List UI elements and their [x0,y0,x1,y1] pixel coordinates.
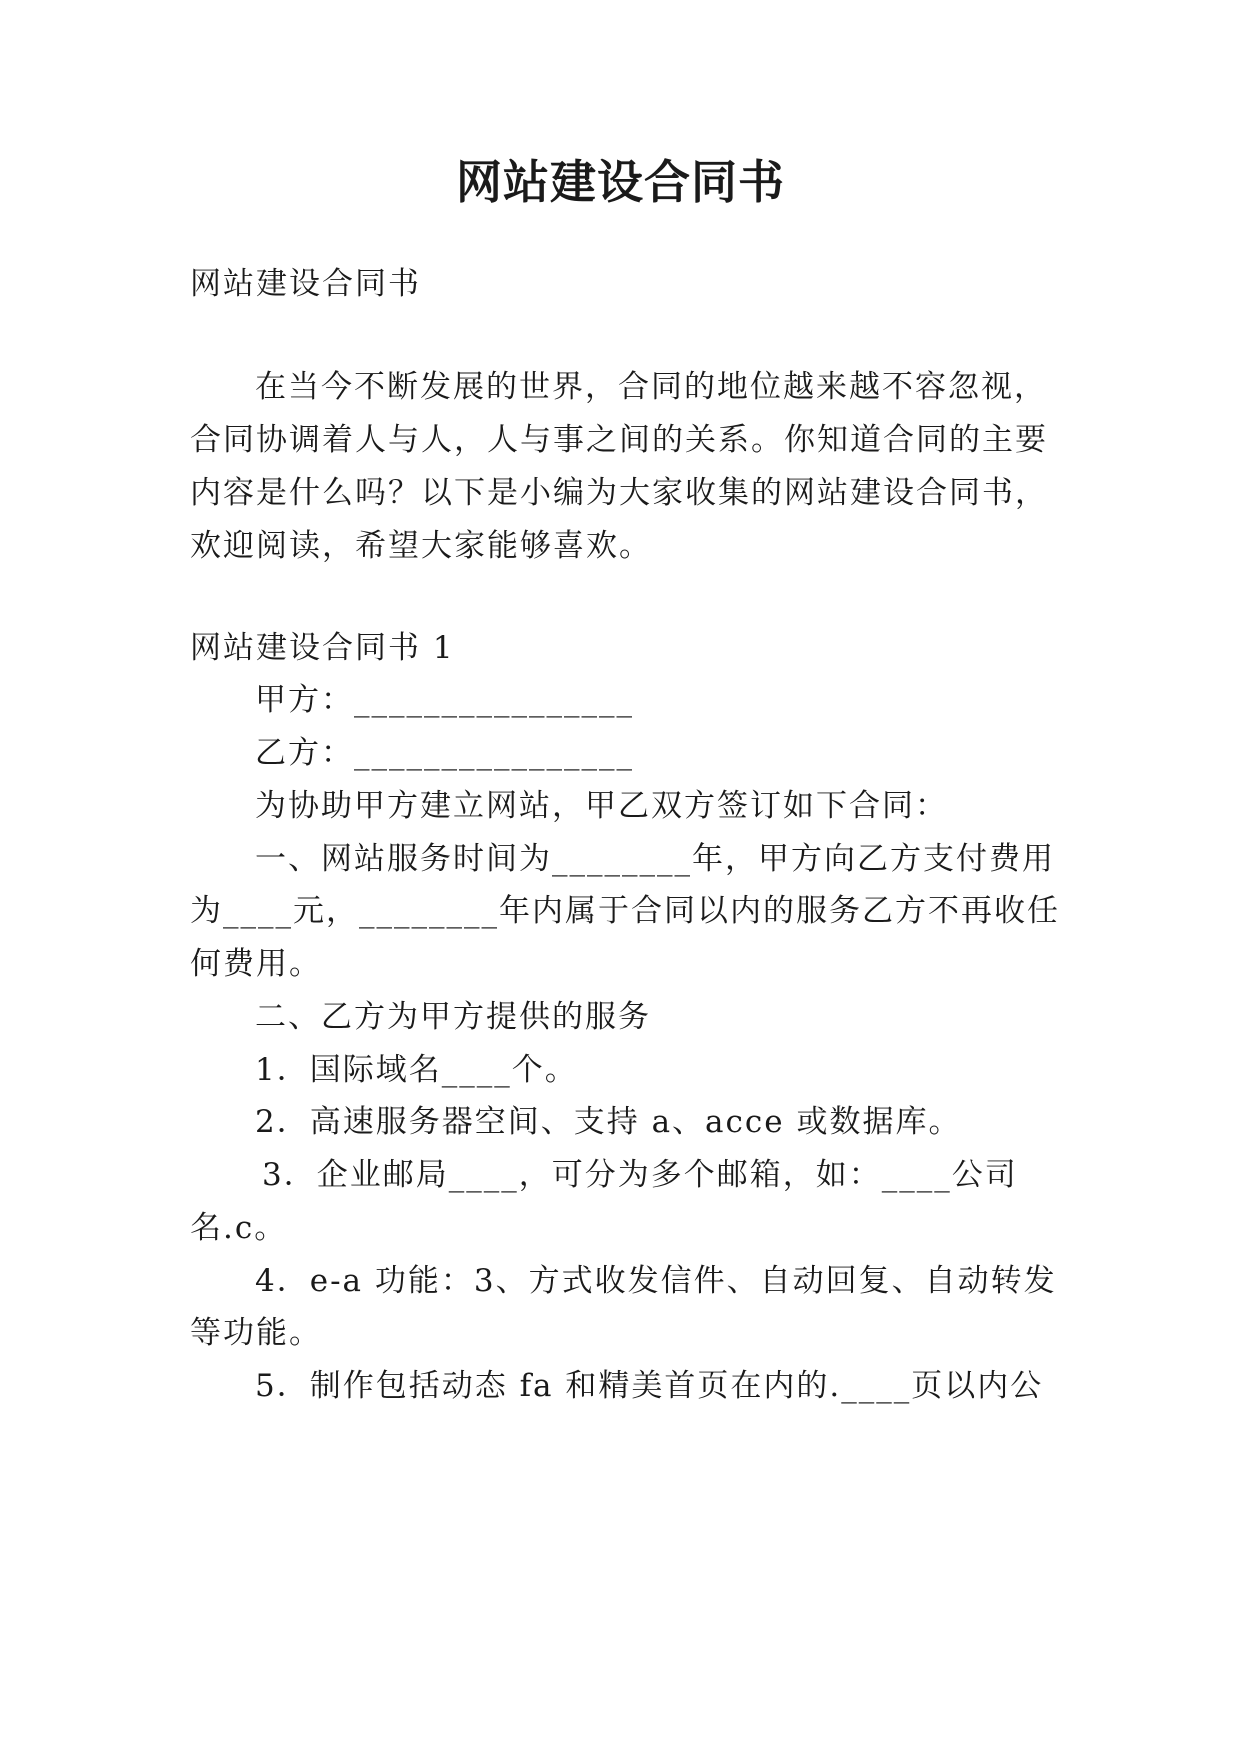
item1-line: 1．国际域名____个。 [255,1052,578,1088]
intro-line-1: 在当今不断发展的世界，合同的地位越来越不容忽视， [255,369,1047,405]
section-heading: 网站建设合同书 1 [190,630,455,666]
item2-line: 2．高速服务器空间、支持 a、acce 或数据库。 [255,1104,962,1140]
intro-line-4: 欢迎阅读，希望大家能够喜欢。 [190,528,652,564]
preamble-line: 为协助甲方建立网站，甲乙双方签订如下合同： [255,788,948,824]
item4-line-1: 4．e-a 功能：3、方式收发信件、自动回复、自动转发 [255,1263,1057,1299]
document-subtitle: 网站建设合同书 [190,266,421,302]
party-b-line: 乙方：________________ [255,735,634,771]
item5-line: 5．制作包括动态 fa 和精美首页在内的.____页以内公 [255,1368,1044,1404]
intro-line-2: 合同协调着人与人，人与事之间的关系。你知道合同的主要 [190,422,1048,458]
item3-line-1: 3．企业邮局____，可分为多个邮箱，如：____公司 [262,1157,1018,1193]
intro-line-3: 内容是什么吗？以下是小编为大家收集的网站建设合同书， [190,475,1048,511]
item4-line-2: 等功能。 [190,1315,322,1351]
item3-line-2: 名.c。 [190,1210,288,1246]
document-title: 网站建设合同书 [456,155,785,209]
party-a-line: 甲方：________________ [255,682,634,718]
clause2-heading: 二、乙方为甲方提供的服务 [255,999,651,1035]
clause1-line-1: 一、网站服务时间为________年，甲方向乙方支付费用 [255,841,1055,877]
clause1-line-3: 何费用。 [190,946,322,982]
clause1-line-2: 为____元，________年内属于合同以内的服务乙方不再收任 [190,893,1060,929]
